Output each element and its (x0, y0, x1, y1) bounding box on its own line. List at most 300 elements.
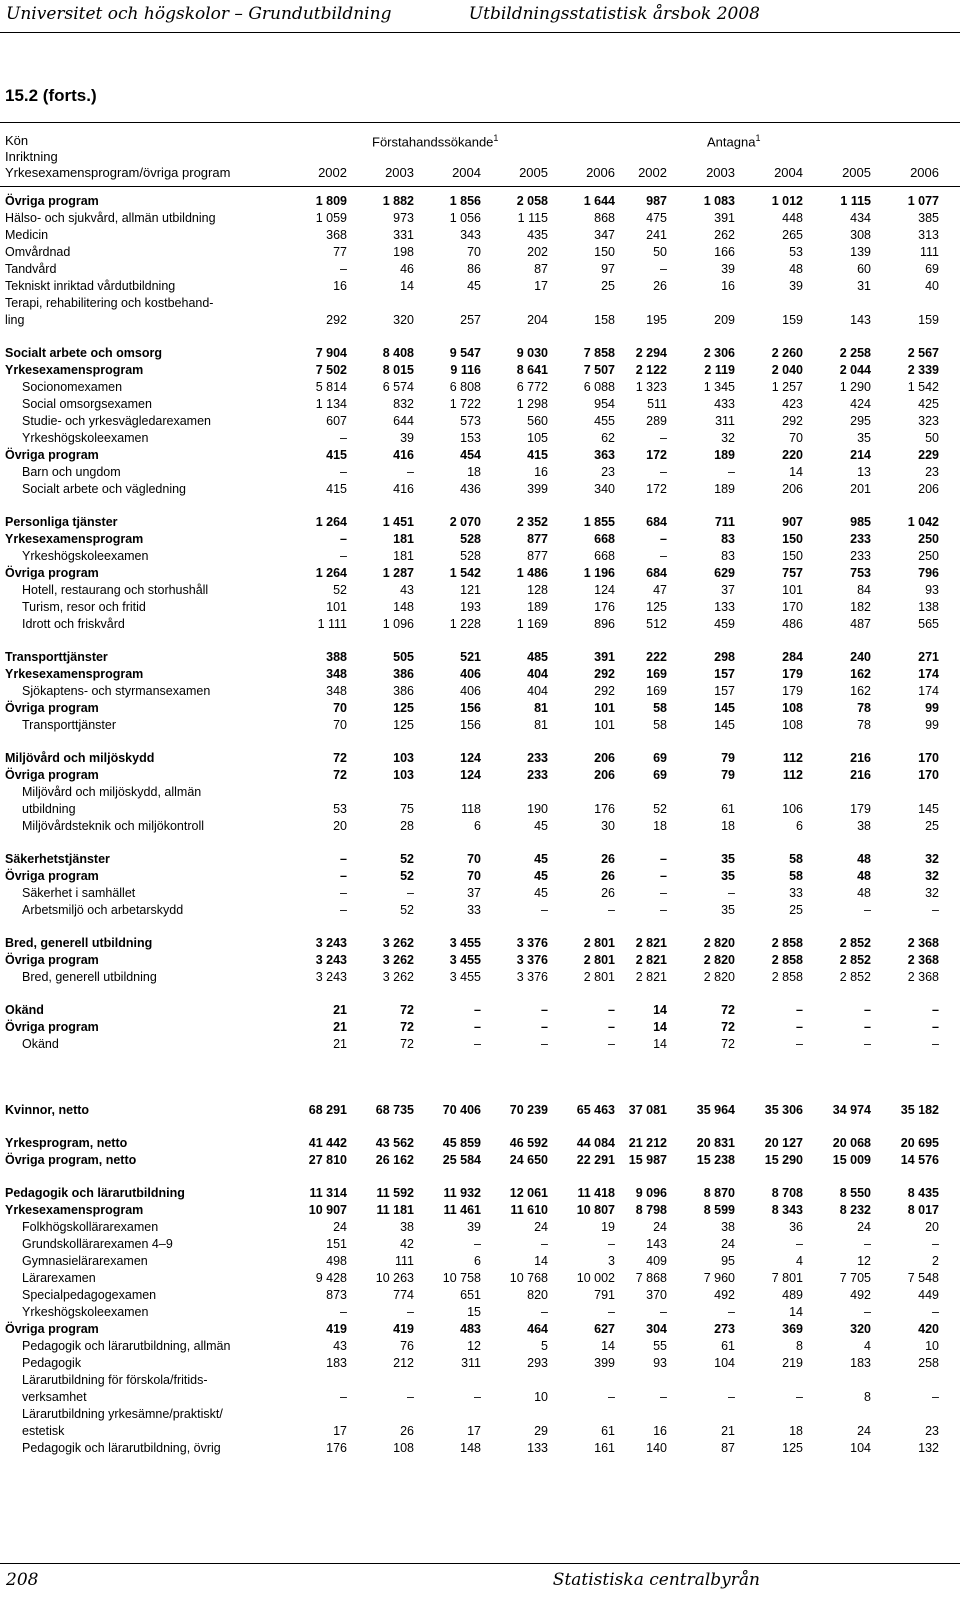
table-cell: 20 (333, 819, 347, 833)
table-cell: 528 (460, 549, 481, 563)
table-cell: 17 (333, 1424, 347, 1438)
table-cell: 7 868 (635, 1271, 667, 1285)
table-cell: 55 (653, 1339, 667, 1353)
table-cell: 6 (474, 819, 481, 833)
table-cell: 271 (918, 650, 939, 664)
table-cell: 8 015 (382, 363, 414, 377)
table-row (0, 1270, 960, 1287)
table-cell: 7 705 (839, 1271, 871, 1285)
table-row (0, 430, 960, 447)
table-cell: 176 (326, 1441, 347, 1455)
table-cell: – (660, 262, 667, 276)
table-cell: 48 (857, 852, 871, 866)
table-cell: 52 (400, 869, 414, 883)
table-cell: 250 (918, 532, 939, 546)
table-cell: 58 (653, 718, 667, 732)
table-cell: 181 (393, 549, 414, 563)
table-row (0, 599, 960, 616)
table-cell: 20 068 (832, 1136, 871, 1150)
table-cell: 28 (400, 819, 414, 833)
table-cell: 485 (527, 650, 548, 664)
table-cell: – (340, 532, 347, 546)
table-cell: – (932, 1305, 939, 1319)
table-cell: 124 (594, 583, 615, 597)
table-cell: 72 (721, 1020, 735, 1034)
table-row (0, 868, 960, 885)
table-cell: 112 (782, 751, 803, 765)
table-cell: – (340, 1390, 347, 1404)
table-cell: 7 801 (771, 1271, 803, 1285)
table-cell: 24 (333, 1220, 347, 1234)
year-header: 2006 (910, 165, 939, 180)
table-cell: 449 (918, 1288, 939, 1302)
table-cell: 68 735 (375, 1103, 414, 1117)
table-row (0, 717, 960, 734)
table-cell: 954 (594, 397, 615, 411)
table-cell: 423 (782, 397, 803, 411)
table-cell: 8 599 (703, 1203, 735, 1217)
table-cell: – (864, 1037, 871, 1051)
table-cell: 25 (925, 819, 939, 833)
table-cell: 50 (925, 431, 939, 445)
table-cell: 206 (594, 751, 615, 765)
year-header: 2002 (638, 165, 667, 180)
row-label: Övriga program (5, 768, 99, 782)
table-cell: 14 (534, 1254, 548, 1268)
table-cell: 104 (850, 1441, 871, 1455)
table-row (0, 582, 960, 599)
row-label: Övriga program (5, 566, 99, 580)
table-cell: 3 243 (315, 970, 347, 984)
table-cell: 111 (919, 245, 939, 259)
table-row (0, 767, 960, 784)
table-cell: – (864, 1305, 871, 1319)
table-cell: 148 (393, 600, 414, 614)
row-label: Gymnasielärarexamen (22, 1254, 148, 1268)
table-cell: 20 695 (900, 1136, 939, 1150)
table-cell: 7 904 (315, 346, 347, 360)
table-cell: 124 (460, 751, 481, 765)
table-cell: 651 (460, 1288, 481, 1302)
table-cell: 399 (594, 1356, 615, 1370)
table-cell: – (796, 1037, 803, 1051)
row-label: Bred, generell utbildning (5, 936, 153, 950)
table-cell: 229 (918, 448, 939, 462)
table-cell: 796 (918, 566, 939, 580)
table-cell: – (474, 1390, 481, 1404)
table-row (0, 464, 960, 481)
table-cell: 1 111 (317, 617, 347, 631)
table-cell: 10 002 (576, 1271, 615, 1285)
table-cell: 298 (714, 650, 735, 664)
table-row (0, 1019, 960, 1036)
row-label: Social omsorgsexamen (22, 397, 152, 411)
table-cell: 72 (721, 1037, 735, 1051)
table-cell: 103 (393, 751, 414, 765)
row-label: Sjökaptens- och styrmansexamen (22, 684, 211, 698)
table-cell: 987 (646, 194, 667, 208)
table-cell: 7 858 (583, 346, 615, 360)
table-cell: 8 343 (771, 1203, 803, 1217)
table-cell: 416 (393, 448, 414, 462)
table-cell: 483 (460, 1322, 481, 1336)
table-cell: 26 (400, 1424, 414, 1438)
table-cell: – (796, 1003, 803, 1017)
table-cell: 79 (721, 751, 735, 765)
table-cell: 36 (789, 1220, 803, 1234)
table-cell: 14 (400, 279, 414, 293)
table-cell: 560 (527, 414, 548, 428)
table-cell: 23 (925, 465, 939, 479)
table-cell: – (608, 1037, 615, 1051)
table-cell: 79 (721, 768, 735, 782)
row-label: Yrkesexamensprogram (5, 532, 144, 546)
row-label: Tekniskt inriktad vårdutbildning (5, 279, 176, 293)
table-cell: 486 (782, 617, 803, 631)
table-cell: – (407, 465, 414, 479)
table-row (0, 514, 960, 531)
table-row (0, 531, 960, 548)
table-row (0, 210, 960, 227)
table-row (0, 1253, 960, 1270)
row-label: Barn och ungdom (22, 465, 121, 479)
table-cell: 26 (601, 852, 615, 866)
table-cell: 2 801 (583, 936, 615, 950)
table-cell: 35 (721, 903, 735, 917)
table-cell: 433 (714, 397, 735, 411)
table-cell: – (864, 1237, 871, 1251)
table-cell: 1 809 (315, 194, 347, 208)
table-cell: 14 (789, 465, 803, 479)
table-cell: 70 (467, 852, 481, 866)
table-cell: 61 (601, 1424, 615, 1438)
table-cell: 3 376 (516, 953, 548, 967)
table-cell: 386 (393, 684, 414, 698)
table-cell: – (932, 1390, 939, 1404)
table-cell: 172 (646, 448, 667, 462)
table-cell: 7 960 (703, 1271, 735, 1285)
table-cell: 70 406 (442, 1103, 481, 1117)
table-cell: – (541, 1305, 548, 1319)
table-cell: 2 339 (907, 363, 939, 377)
table-cell: 877 (527, 549, 548, 563)
table-cell: – (660, 869, 667, 883)
table-cell: 174 (918, 684, 939, 698)
table-cell: 22 291 (576, 1153, 615, 1167)
table-cell: 24 (721, 1237, 735, 1251)
table-cell: 38 (857, 819, 871, 833)
table-cell: 311 (461, 1356, 481, 1370)
table-cell: 81 (534, 701, 548, 715)
table-cell: 233 (850, 549, 871, 563)
table-cell: 1 196 (583, 566, 615, 580)
table-cell: 101 (594, 701, 615, 715)
table-cell: 14 (653, 1020, 667, 1034)
table-cell: 1 169 (516, 617, 548, 631)
row-label: Okänd (22, 1037, 59, 1051)
row-label: Säkerhetstjänster (5, 852, 110, 866)
table-cell: 7 507 (583, 363, 615, 377)
table-cell: – (660, 886, 667, 900)
table-cell: – (660, 852, 667, 866)
table-cell: 15 238 (696, 1153, 735, 1167)
row-label: Miljövårdsteknik och miljökontroll (22, 819, 205, 833)
table-cell: – (796, 1237, 803, 1251)
table-cell: 425 (918, 397, 939, 411)
table-cell: 201 (850, 482, 871, 496)
table-cell: 973 (393, 211, 414, 225)
table-cell: 436 (460, 482, 481, 496)
table-row (0, 447, 960, 464)
table-row (0, 548, 960, 565)
table-cell: 179 (850, 802, 871, 816)
table-cell: 132 (918, 1441, 939, 1455)
table-cell: 45 (534, 886, 548, 900)
table-cell: 48 (857, 886, 871, 900)
row-label: Okänd (5, 1003, 44, 1017)
table-cell: 363 (594, 448, 615, 462)
table-cell: 38 (721, 1220, 735, 1234)
year-header: 2005 (842, 165, 871, 180)
footnote-mark: 1 (755, 133, 761, 143)
table-cell: 48 (857, 869, 871, 883)
table-cell: 84 (857, 583, 871, 597)
table-cell: 3 243 (315, 953, 347, 967)
table-cell: 295 (850, 414, 871, 428)
table-cell: – (340, 869, 347, 883)
row-label: Hälso- och sjukvård, allmän utbildning (5, 211, 216, 225)
table-cell: 896 (594, 617, 615, 631)
table-cell: 25 584 (442, 1153, 481, 1167)
table-cell: 308 (850, 228, 871, 242)
table-row (0, 345, 960, 362)
table-cell: – (660, 903, 667, 917)
table-cell: 41 442 (308, 1136, 347, 1150)
table-cell: 2 821 (635, 970, 667, 984)
header-rule (0, 32, 960, 33)
row-label: Idrott och friskvård (22, 617, 125, 631)
table-row (0, 1287, 960, 1304)
year-header: 2003 (706, 165, 735, 180)
table-cell: 2 260 (771, 346, 803, 360)
table-cell: 39 (400, 431, 414, 445)
table-cell: 125 (393, 718, 414, 732)
table-cell: 1 722 (449, 397, 481, 411)
table-cell: 1 257 (771, 380, 803, 394)
table-cell: 3 455 (449, 953, 481, 967)
footnote-mark: 1 (493, 133, 499, 143)
table-row (0, 1406, 960, 1423)
year-header: 2006 (586, 165, 615, 180)
table-row (0, 1102, 960, 1119)
table-cell: 304 (646, 1322, 667, 1336)
table-cell: 273 (714, 1322, 735, 1336)
table-cell: 70 (333, 718, 347, 732)
table-cell: 320 (393, 313, 414, 327)
table-cell: 108 (393, 1441, 414, 1455)
table-cell: 125 (782, 1441, 803, 1455)
row-label: Yrkeshögskoleexamen (22, 549, 149, 563)
table-cell: 61 (721, 1339, 735, 1353)
table-cell: 284 (782, 650, 803, 664)
table-cell: 340 (594, 482, 615, 496)
table-cell: 35 182 (900, 1103, 939, 1117)
table-cell: 12 (467, 1339, 481, 1353)
table-cell: 103 (393, 768, 414, 782)
table-cell: 9 096 (635, 1186, 667, 1200)
table-row (0, 700, 960, 717)
row-label: Pedagogik och lärarutbildning, allmän (22, 1339, 231, 1353)
table-cell: 77 (333, 245, 347, 259)
table-cell: 35 (857, 431, 871, 445)
table-cell: 159 (782, 313, 803, 327)
table-cell: 118 (461, 802, 481, 816)
table-cell: – (474, 1020, 481, 1034)
table-cell: 3 376 (516, 936, 548, 950)
table-row (0, 818, 960, 835)
table-cell: 1 345 (703, 380, 735, 394)
table-cell: 78 (857, 718, 871, 732)
year-header: 2002 (318, 165, 347, 180)
table-cell: 9 428 (315, 1271, 347, 1285)
table-cell: 11 181 (376, 1203, 414, 1217)
table-cell: 138 (918, 600, 939, 614)
table-cell: 16 (333, 279, 347, 293)
table-cell: 2 058 (516, 194, 548, 208)
table-top-rule (0, 122, 960, 123)
table-cell: 45 (467, 279, 481, 293)
table-cell: 174 (918, 667, 939, 681)
table-row (0, 1389, 960, 1406)
table-cell: 9 547 (449, 346, 481, 360)
header-bottom-rule (0, 186, 960, 187)
table-cell: 121 (460, 583, 481, 597)
table-cell: 68 291 (308, 1103, 347, 1117)
table-cell: 1 542 (907, 380, 939, 394)
table-row (0, 1338, 960, 1355)
table-cell: 170 (918, 768, 939, 782)
table-cell: 216 (850, 768, 871, 782)
table-cell: 37 081 (628, 1103, 667, 1117)
table-cell: 11 610 (510, 1203, 548, 1217)
table-cell: 183 (326, 1356, 347, 1370)
table-row (0, 649, 960, 666)
table-cell: 108 (782, 718, 803, 732)
table-row (0, 295, 960, 312)
table-cell: 10 (534, 1390, 548, 1404)
row-label: Övriga program (5, 869, 99, 883)
table-row (0, 1202, 960, 1219)
table-row (0, 616, 960, 633)
table-cell: 34 974 (832, 1103, 871, 1117)
table-cell: 2 352 (516, 515, 548, 529)
table-cell: 47 (653, 583, 667, 597)
table-cell: 206 (782, 482, 803, 496)
table-cell: 8 (796, 1339, 803, 1353)
table-cell: – (728, 886, 735, 900)
table-cell: 1 134 (315, 397, 347, 411)
table-cell: 195 (646, 313, 667, 327)
table-cell: 1 290 (839, 380, 871, 394)
table-cell: 25 (601, 279, 615, 293)
table-cell: – (608, 1020, 615, 1034)
table-cell: 434 (850, 211, 871, 225)
table-cell: 2 070 (449, 515, 481, 529)
table-cell: 33 (467, 903, 481, 917)
table-cell: 668 (594, 549, 615, 563)
table-cell: 774 (393, 1288, 414, 1302)
table-cell: 791 (594, 1288, 615, 1302)
table-cell: 757 (782, 566, 803, 580)
table-cell: 10 263 (375, 1271, 414, 1285)
table-row (0, 902, 960, 919)
publisher: Statistiska centralbyrån (552, 1570, 760, 1590)
table-cell: 206 (918, 482, 939, 496)
table-cell: – (541, 1237, 548, 1251)
table-cell: 14 (789, 1305, 803, 1319)
table-cell: 6 772 (516, 380, 548, 394)
table-row (0, 1002, 960, 1019)
table-cell: – (728, 1305, 735, 1319)
table-cell: – (340, 465, 347, 479)
table-cell: 69 (653, 768, 667, 782)
table-cell: 404 (527, 667, 548, 681)
page-number: 208 (6, 1570, 39, 1590)
table-cell: 7 502 (315, 363, 347, 377)
table-cell: 293 (527, 1356, 548, 1370)
table-cell: 216 (850, 751, 871, 765)
year-header: 2003 (385, 165, 414, 180)
row-label: Hotell, restaurang och storhushåll (22, 583, 209, 597)
table-row (0, 1219, 960, 1236)
table-cell: – (864, 1020, 871, 1034)
table-cell: 343 (460, 228, 481, 242)
table-cell: 2 801 (583, 970, 615, 984)
table-cell: 8 798 (635, 1203, 667, 1217)
table-cell: 528 (460, 532, 481, 546)
table-cell: 8 641 (516, 363, 548, 377)
table-cell: 573 (460, 414, 481, 428)
row-label: Yrkeshögskoleexamen (22, 1305, 149, 1319)
table-cell: – (608, 1003, 615, 1017)
table-cell: 58 (789, 869, 803, 883)
table-cell: 2 368 (907, 953, 939, 967)
table-cell: 6 088 (583, 380, 615, 394)
table-cell: – (608, 903, 615, 917)
table-cell: 2 119 (704, 363, 735, 377)
table-cell: 42 (400, 1237, 414, 1251)
table-cell: 406 (460, 684, 481, 698)
table-cell: – (340, 1305, 347, 1319)
table-cell: 46 (400, 262, 414, 276)
row-label: Pedagogik och lärarutbildning, övrig (22, 1441, 221, 1455)
table-cell: – (796, 1020, 803, 1034)
table-cell: – (932, 903, 939, 917)
group-admitted (707, 133, 760, 149)
table-cell: 46 592 (509, 1136, 548, 1150)
table-cell: 45 (534, 852, 548, 866)
table-cell: 209 (714, 313, 735, 327)
table-cell: 2 306 (703, 346, 735, 360)
table-cell: 189 (527, 600, 548, 614)
table-cell: 4 (864, 1339, 871, 1353)
table-cell: 464 (527, 1322, 548, 1336)
table-cell: 193 (460, 600, 481, 614)
table-cell: 1 542 (449, 566, 481, 580)
table-cell: – (340, 886, 347, 900)
row-label: Turism, resor och fritid (22, 600, 146, 614)
table-cell: 172 (646, 482, 667, 496)
